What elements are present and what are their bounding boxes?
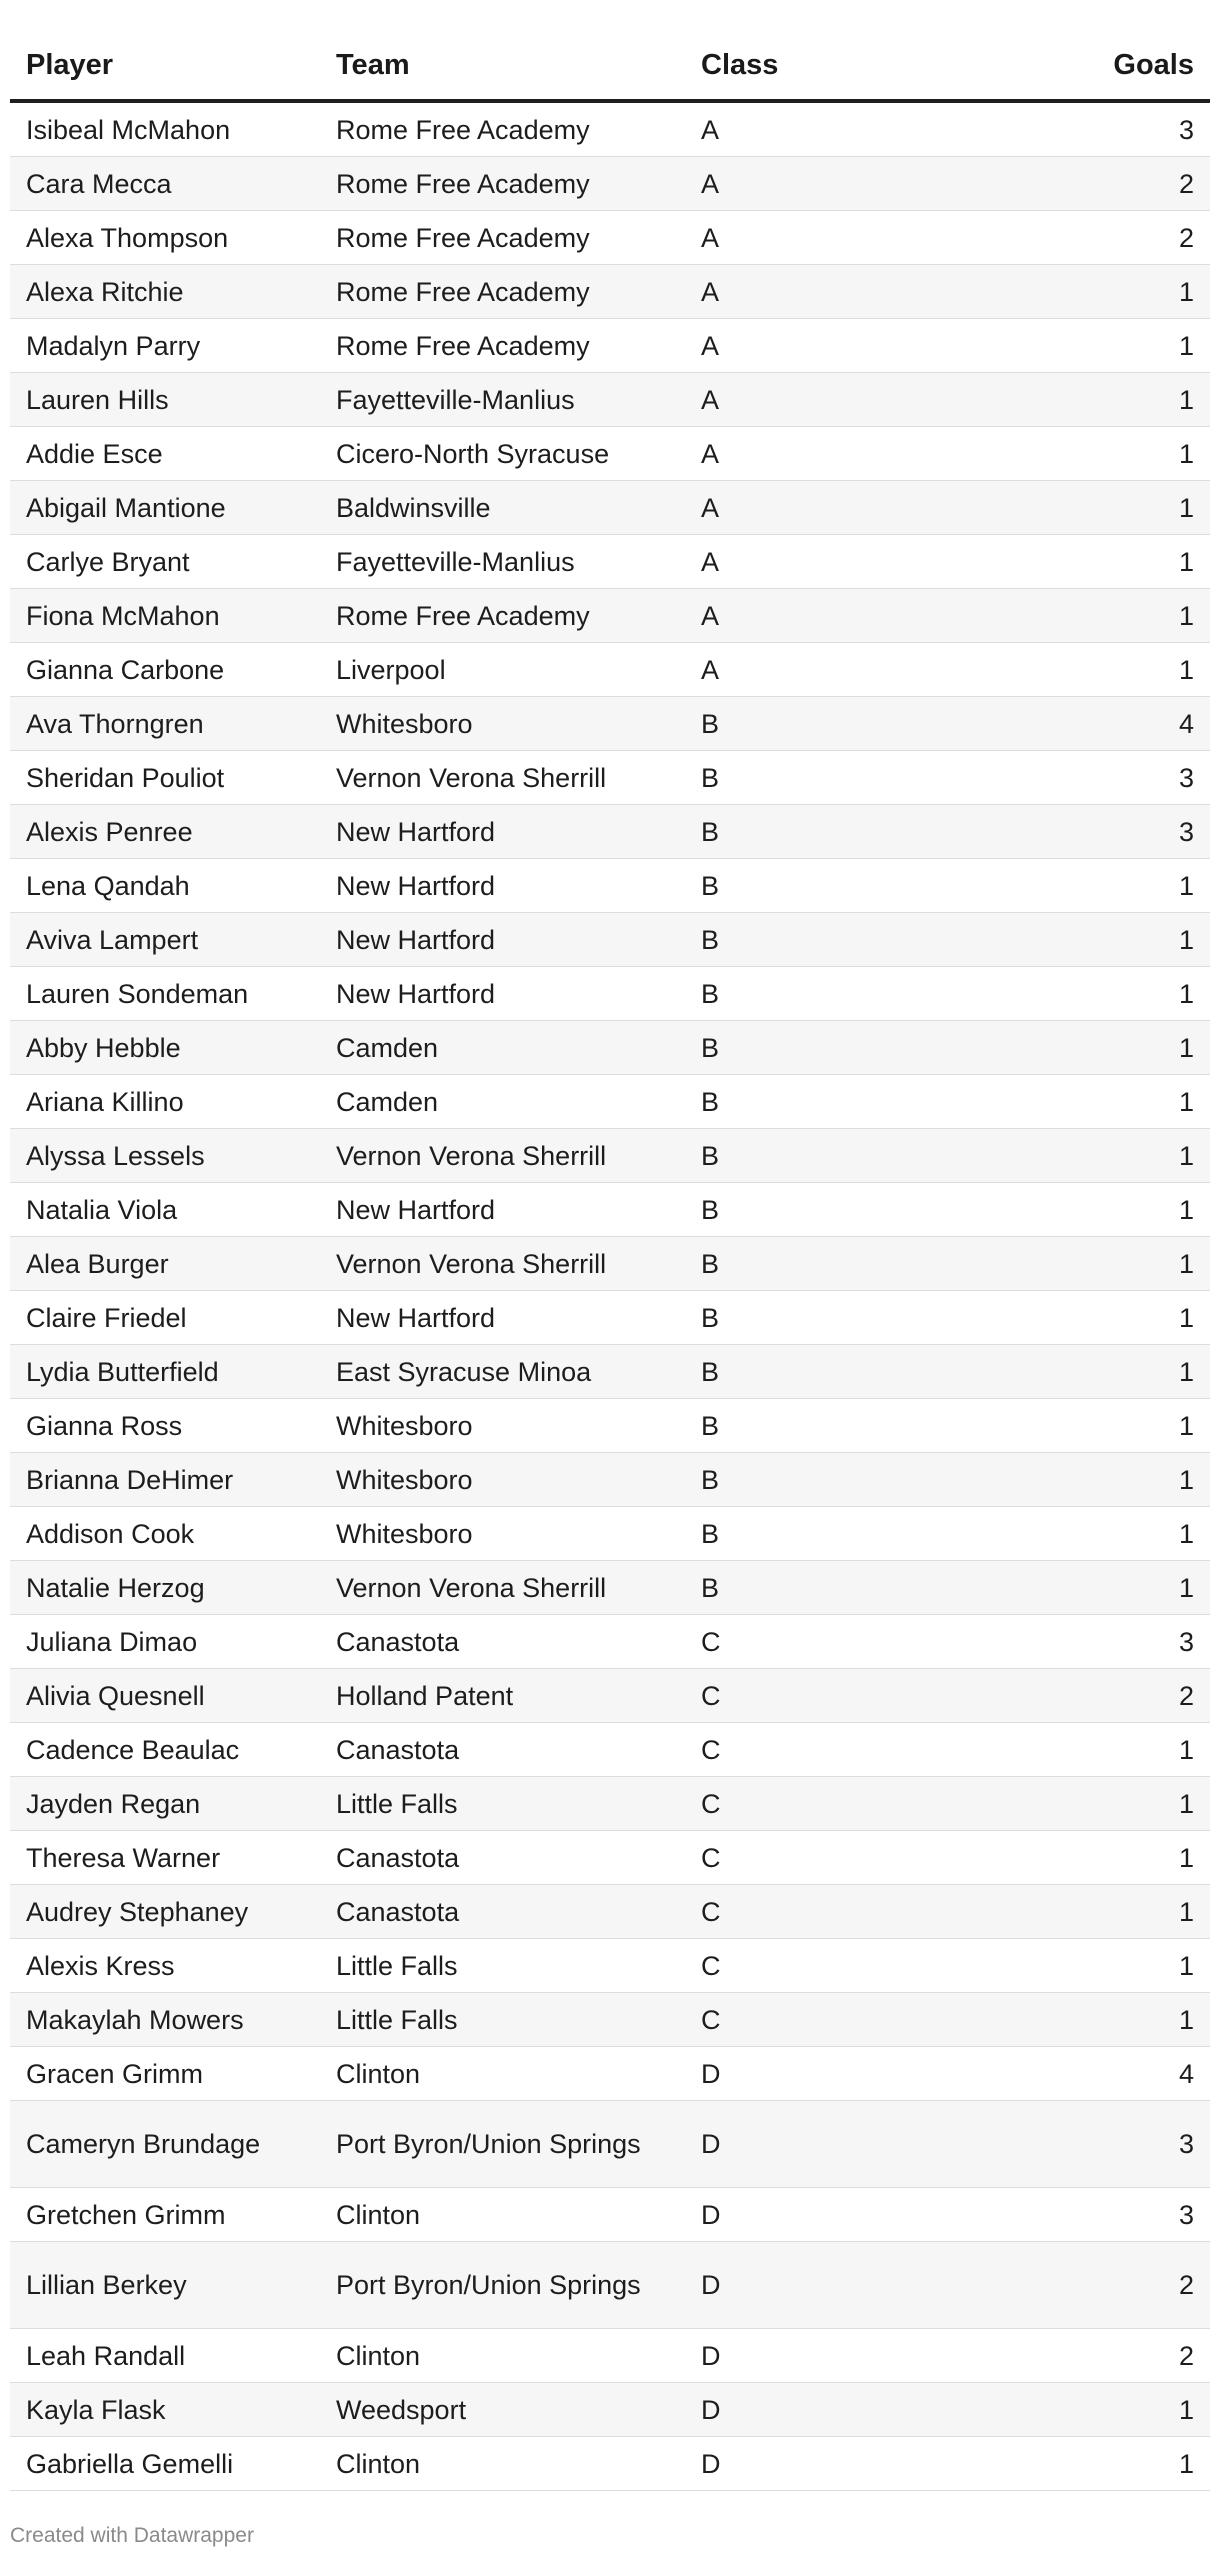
cell-player: Leah Randall bbox=[10, 2329, 320, 2383]
cell-player: Madalyn Parry bbox=[10, 319, 320, 373]
table-row bbox=[10, 859, 1210, 913]
table-row bbox=[10, 1453, 1210, 1507]
table-row bbox=[10, 2188, 1210, 2242]
cell-goals: 1 bbox=[1050, 1075, 1210, 1129]
cell-class: A bbox=[685, 643, 1050, 697]
cell-player: Lydia Butterfield bbox=[10, 1345, 320, 1399]
cell-team: Whitesboro bbox=[320, 1399, 685, 1453]
cell-class: A bbox=[685, 211, 1050, 265]
cell-goals: 3 bbox=[1050, 2188, 1210, 2242]
cell-goals: 2 bbox=[1050, 1669, 1210, 1723]
cell-player: Cara Mecca bbox=[10, 157, 320, 211]
header-team[interactable]: Team bbox=[320, 31, 685, 101]
cell-team: New Hartford bbox=[320, 859, 685, 913]
cell-goals: 1 bbox=[1050, 1723, 1210, 1777]
cell-team: Camden bbox=[320, 1021, 685, 1075]
cell-team: Port Byron/Union Springs bbox=[320, 2101, 685, 2188]
cell-class: A bbox=[685, 535, 1050, 589]
table-body bbox=[10, 101, 1210, 2491]
cell-team: Clinton bbox=[320, 2188, 685, 2242]
cell-player: Natalie Herzog bbox=[10, 1561, 320, 1615]
cell-goals: 1 bbox=[1050, 1561, 1210, 1615]
cell-goals: 3 bbox=[1050, 101, 1210, 157]
cell-player: Fiona McMahon bbox=[10, 589, 320, 643]
datawrapper-credit[interactable]: Created with Datawrapper bbox=[10, 2524, 254, 2547]
table-row bbox=[10, 1183, 1210, 1237]
cell-player: Cameryn Brundage bbox=[10, 2101, 320, 2188]
table-row bbox=[10, 751, 1210, 805]
table-row bbox=[10, 1777, 1210, 1831]
cell-team: Little Falls bbox=[320, 1993, 685, 2047]
header-row bbox=[10, 31, 1210, 101]
cell-team: New Hartford bbox=[320, 805, 685, 859]
cell-class: B bbox=[685, 805, 1050, 859]
cell-goals: 1 bbox=[1050, 1777, 1210, 1831]
cell-class: B bbox=[685, 967, 1050, 1021]
cell-player: Gianna Ross bbox=[10, 1399, 320, 1453]
cell-player: Ariana Killino bbox=[10, 1075, 320, 1129]
table-row bbox=[10, 1561, 1210, 1615]
cell-team: New Hartford bbox=[320, 967, 685, 1021]
cell-class: C bbox=[685, 1831, 1050, 1885]
cell-team: Whitesboro bbox=[320, 1507, 685, 1561]
cell-player: Brianna DeHimer bbox=[10, 1453, 320, 1507]
cell-team: New Hartford bbox=[320, 913, 685, 967]
table-row bbox=[10, 1939, 1210, 1993]
cell-goals: 4 bbox=[1050, 697, 1210, 751]
cell-goals: 1 bbox=[1050, 1183, 1210, 1237]
table-row bbox=[10, 319, 1210, 373]
cell-class: C bbox=[685, 1669, 1050, 1723]
cell-player: Alexis Kress bbox=[10, 1939, 320, 1993]
table-row bbox=[10, 589, 1210, 643]
table-row bbox=[10, 373, 1210, 427]
cell-team: Liverpool bbox=[320, 643, 685, 697]
cell-class: B bbox=[685, 1021, 1050, 1075]
cell-player: Kayla Flask bbox=[10, 2383, 320, 2437]
table-row bbox=[10, 1885, 1210, 1939]
table-row bbox=[10, 427, 1210, 481]
cell-player: Isibeal McMahon bbox=[10, 101, 320, 157]
cell-team: Canastota bbox=[320, 1885, 685, 1939]
cell-class: D bbox=[685, 2242, 1050, 2329]
cell-goals: 1 bbox=[1050, 1291, 1210, 1345]
table-row bbox=[10, 1345, 1210, 1399]
cell-player: Ava Thorngren bbox=[10, 697, 320, 751]
cell-player: Addie Esce bbox=[10, 427, 320, 481]
cell-team: Weedsport bbox=[320, 2383, 685, 2437]
cell-team: Vernon Verona Sherrill bbox=[320, 751, 685, 805]
cell-team: Vernon Verona Sherrill bbox=[320, 1129, 685, 1183]
cell-class: A bbox=[685, 427, 1050, 481]
cell-team: Rome Free Academy bbox=[320, 157, 685, 211]
table-row bbox=[10, 2329, 1210, 2383]
cell-goals: 1 bbox=[1050, 1507, 1210, 1561]
table-row bbox=[10, 967, 1210, 1021]
table-row bbox=[10, 265, 1210, 319]
cell-goals: 2 bbox=[1050, 2242, 1210, 2329]
cell-player: Alea Burger bbox=[10, 1237, 320, 1291]
cell-team: Vernon Verona Sherrill bbox=[320, 1561, 685, 1615]
cell-class: B bbox=[685, 1075, 1050, 1129]
header-goals[interactable]: Goals bbox=[1050, 31, 1210, 101]
cell-team: Rome Free Academy bbox=[320, 319, 685, 373]
cell-class: B bbox=[685, 1399, 1050, 1453]
cell-team: Whitesboro bbox=[320, 1453, 685, 1507]
cell-goals: 3 bbox=[1050, 751, 1210, 805]
cell-player: Gabriella Gemelli bbox=[10, 2437, 320, 2491]
table-row bbox=[10, 1993, 1210, 2047]
cell-class: B bbox=[685, 913, 1050, 967]
cell-class: B bbox=[685, 1129, 1050, 1183]
table-row bbox=[10, 913, 1210, 967]
cell-team: New Hartford bbox=[320, 1291, 685, 1345]
cell-team: Clinton bbox=[320, 2047, 685, 2101]
table-row bbox=[10, 2101, 1210, 2188]
cell-goals: 2 bbox=[1050, 2329, 1210, 2383]
cell-player: Lena Qandah bbox=[10, 859, 320, 913]
cell-goals: 1 bbox=[1050, 373, 1210, 427]
cell-team: Holland Patent bbox=[320, 1669, 685, 1723]
cell-goals: 1 bbox=[1050, 2437, 1210, 2491]
table-row bbox=[10, 1507, 1210, 1561]
cell-class: C bbox=[685, 1993, 1050, 2047]
cell-player: Alexis Penree bbox=[10, 805, 320, 859]
cell-player: Alexa Ritchie bbox=[10, 265, 320, 319]
cell-class: D bbox=[685, 2188, 1050, 2242]
cell-team: New Hartford bbox=[320, 1183, 685, 1237]
cell-class: A bbox=[685, 157, 1050, 211]
cell-class: D bbox=[685, 2383, 1050, 2437]
cell-team: Canastota bbox=[320, 1615, 685, 1669]
cell-goals: 1 bbox=[1050, 1345, 1210, 1399]
table-row bbox=[10, 643, 1210, 697]
cell-player: Lauren Hills bbox=[10, 373, 320, 427]
cell-team: Rome Free Academy bbox=[320, 589, 685, 643]
cell-team: Fayetteville-Manlius bbox=[320, 535, 685, 589]
cell-team: Clinton bbox=[320, 2329, 685, 2383]
cell-player: Addison Cook bbox=[10, 1507, 320, 1561]
cell-team: Rome Free Academy bbox=[320, 211, 685, 265]
cell-player: Abby Hebble bbox=[10, 1021, 320, 1075]
table-row bbox=[10, 1237, 1210, 1291]
table-row bbox=[10, 1075, 1210, 1129]
table-row bbox=[10, 157, 1210, 211]
cell-class: D bbox=[685, 2101, 1050, 2188]
cell-player: Lauren Sondeman bbox=[10, 967, 320, 1021]
cell-goals: 1 bbox=[1050, 913, 1210, 967]
cell-team: Rome Free Academy bbox=[320, 101, 685, 157]
cell-player: Makaylah Mowers bbox=[10, 1993, 320, 2047]
cell-goals: 2 bbox=[1050, 211, 1210, 265]
table-row bbox=[10, 101, 1210, 157]
table-row bbox=[10, 1723, 1210, 1777]
table-row bbox=[10, 1399, 1210, 1453]
cell-player: Juliana Dimao bbox=[10, 1615, 320, 1669]
cell-player: Alexa Thompson bbox=[10, 211, 320, 265]
cell-player: Claire Friedel bbox=[10, 1291, 320, 1345]
cell-class: D bbox=[685, 2437, 1050, 2491]
cell-class: A bbox=[685, 373, 1050, 427]
cell-goals: 1 bbox=[1050, 1021, 1210, 1075]
cell-goals: 1 bbox=[1050, 1237, 1210, 1291]
cell-class: B bbox=[685, 1507, 1050, 1561]
cell-player: Abigail Mantione bbox=[10, 481, 320, 535]
table-row bbox=[10, 1615, 1210, 1669]
cell-class: B bbox=[685, 1183, 1050, 1237]
cell-team: Rome Free Academy bbox=[320, 265, 685, 319]
cell-goals: 3 bbox=[1050, 805, 1210, 859]
cell-team: Baldwinsville bbox=[320, 481, 685, 535]
cell-goals: 1 bbox=[1050, 589, 1210, 643]
cell-goals: 1 bbox=[1050, 1939, 1210, 1993]
table-row bbox=[10, 2437, 1210, 2491]
cell-team: Whitesboro bbox=[320, 697, 685, 751]
table-row bbox=[10, 1021, 1210, 1075]
cell-team: East Syracuse Minoa bbox=[320, 1345, 685, 1399]
cell-class: D bbox=[685, 2329, 1050, 2383]
cell-goals: 1 bbox=[1050, 1399, 1210, 1453]
table-row bbox=[10, 1129, 1210, 1183]
cell-player: Alivia Quesnell bbox=[10, 1669, 320, 1723]
cell-team: Little Falls bbox=[320, 1939, 685, 1993]
cell-class: C bbox=[685, 1615, 1050, 1669]
cell-goals: 1 bbox=[1050, 319, 1210, 373]
cell-team: Cicero-North Syracuse bbox=[320, 427, 685, 481]
cell-goals: 1 bbox=[1050, 1993, 1210, 2047]
cell-class: A bbox=[685, 101, 1050, 157]
cell-goals: 1 bbox=[1050, 643, 1210, 697]
cell-goals: 3 bbox=[1050, 1615, 1210, 1669]
cell-class: B bbox=[685, 859, 1050, 913]
cell-goals: 1 bbox=[1050, 427, 1210, 481]
cell-class: B bbox=[685, 1561, 1050, 1615]
cell-player: Gianna Carbone bbox=[10, 643, 320, 697]
cell-class: A bbox=[685, 319, 1050, 373]
cell-class: C bbox=[685, 1777, 1050, 1831]
table-row bbox=[10, 2242, 1210, 2329]
cell-goals: 3 bbox=[1050, 2101, 1210, 2188]
cell-player: Aviva Lampert bbox=[10, 913, 320, 967]
cell-player: Natalia Viola bbox=[10, 1183, 320, 1237]
cell-goals: 2 bbox=[1050, 157, 1210, 211]
cell-team: Fayetteville-Manlius bbox=[320, 373, 685, 427]
cell-team: Canastota bbox=[320, 1723, 685, 1777]
cell-player: Gracen Grimm bbox=[10, 2047, 320, 2101]
cell-team: Vernon Verona Sherrill bbox=[320, 1237, 685, 1291]
table-row bbox=[10, 1831, 1210, 1885]
goals-table bbox=[10, 31, 1210, 2491]
table-row bbox=[10, 2047, 1210, 2101]
cell-class: C bbox=[685, 1939, 1050, 1993]
cell-class: C bbox=[685, 1723, 1050, 1777]
cell-player: Sheridan Pouliot bbox=[10, 751, 320, 805]
cell-player: Audrey Stephaney bbox=[10, 1885, 320, 1939]
cell-class: A bbox=[685, 265, 1050, 319]
cell-goals: 1 bbox=[1050, 481, 1210, 535]
table-row bbox=[10, 211, 1210, 265]
table-row bbox=[10, 481, 1210, 535]
cell-goals: 1 bbox=[1050, 2383, 1210, 2437]
cell-goals: 4 bbox=[1050, 2047, 1210, 2101]
table-row bbox=[10, 697, 1210, 751]
cell-player: Cadence Beaulac bbox=[10, 1723, 320, 1777]
cell-team: Canastota bbox=[320, 1831, 685, 1885]
cell-class: D bbox=[685, 2047, 1050, 2101]
cell-goals: 1 bbox=[1050, 859, 1210, 913]
cell-goals: 1 bbox=[1050, 967, 1210, 1021]
table-row bbox=[10, 2383, 1210, 2437]
cell-player: Alyssa Lessels bbox=[10, 1129, 320, 1183]
cell-player: Gretchen Grimm bbox=[10, 2188, 320, 2242]
table-row bbox=[10, 1669, 1210, 1723]
cell-class: B bbox=[685, 1237, 1050, 1291]
cell-goals: 1 bbox=[1050, 1831, 1210, 1885]
cell-goals: 1 bbox=[1050, 265, 1210, 319]
cell-goals: 1 bbox=[1050, 1453, 1210, 1507]
table-row bbox=[10, 535, 1210, 589]
cell-class: B bbox=[685, 697, 1050, 751]
cell-team: Camden bbox=[320, 1075, 685, 1129]
cell-class: A bbox=[685, 481, 1050, 535]
cell-player: Jayden Regan bbox=[10, 1777, 320, 1831]
cell-player: Carlye Bryant bbox=[10, 535, 320, 589]
table-header bbox=[10, 31, 1210, 101]
cell-class: B bbox=[685, 751, 1050, 805]
table-row bbox=[10, 1291, 1210, 1345]
cell-goals: 1 bbox=[1050, 535, 1210, 589]
header-class[interactable]: Class bbox=[685, 31, 1050, 101]
cell-class: B bbox=[685, 1453, 1050, 1507]
header-player[interactable]: Player bbox=[10, 31, 320, 101]
cell-team: Port Byron/Union Springs bbox=[320, 2242, 685, 2329]
cell-class: A bbox=[685, 589, 1050, 643]
cell-goals: 1 bbox=[1050, 1885, 1210, 1939]
cell-team: Little Falls bbox=[320, 1777, 685, 1831]
cell-player: Lillian Berkey bbox=[10, 2242, 320, 2329]
cell-player: Theresa Warner bbox=[10, 1831, 320, 1885]
table-row bbox=[10, 805, 1210, 859]
cell-class: B bbox=[685, 1345, 1050, 1399]
cell-team: Clinton bbox=[320, 2437, 685, 2491]
cell-class: B bbox=[685, 1291, 1050, 1345]
cell-class: C bbox=[685, 1885, 1050, 1939]
cell-goals: 1 bbox=[1050, 1129, 1210, 1183]
